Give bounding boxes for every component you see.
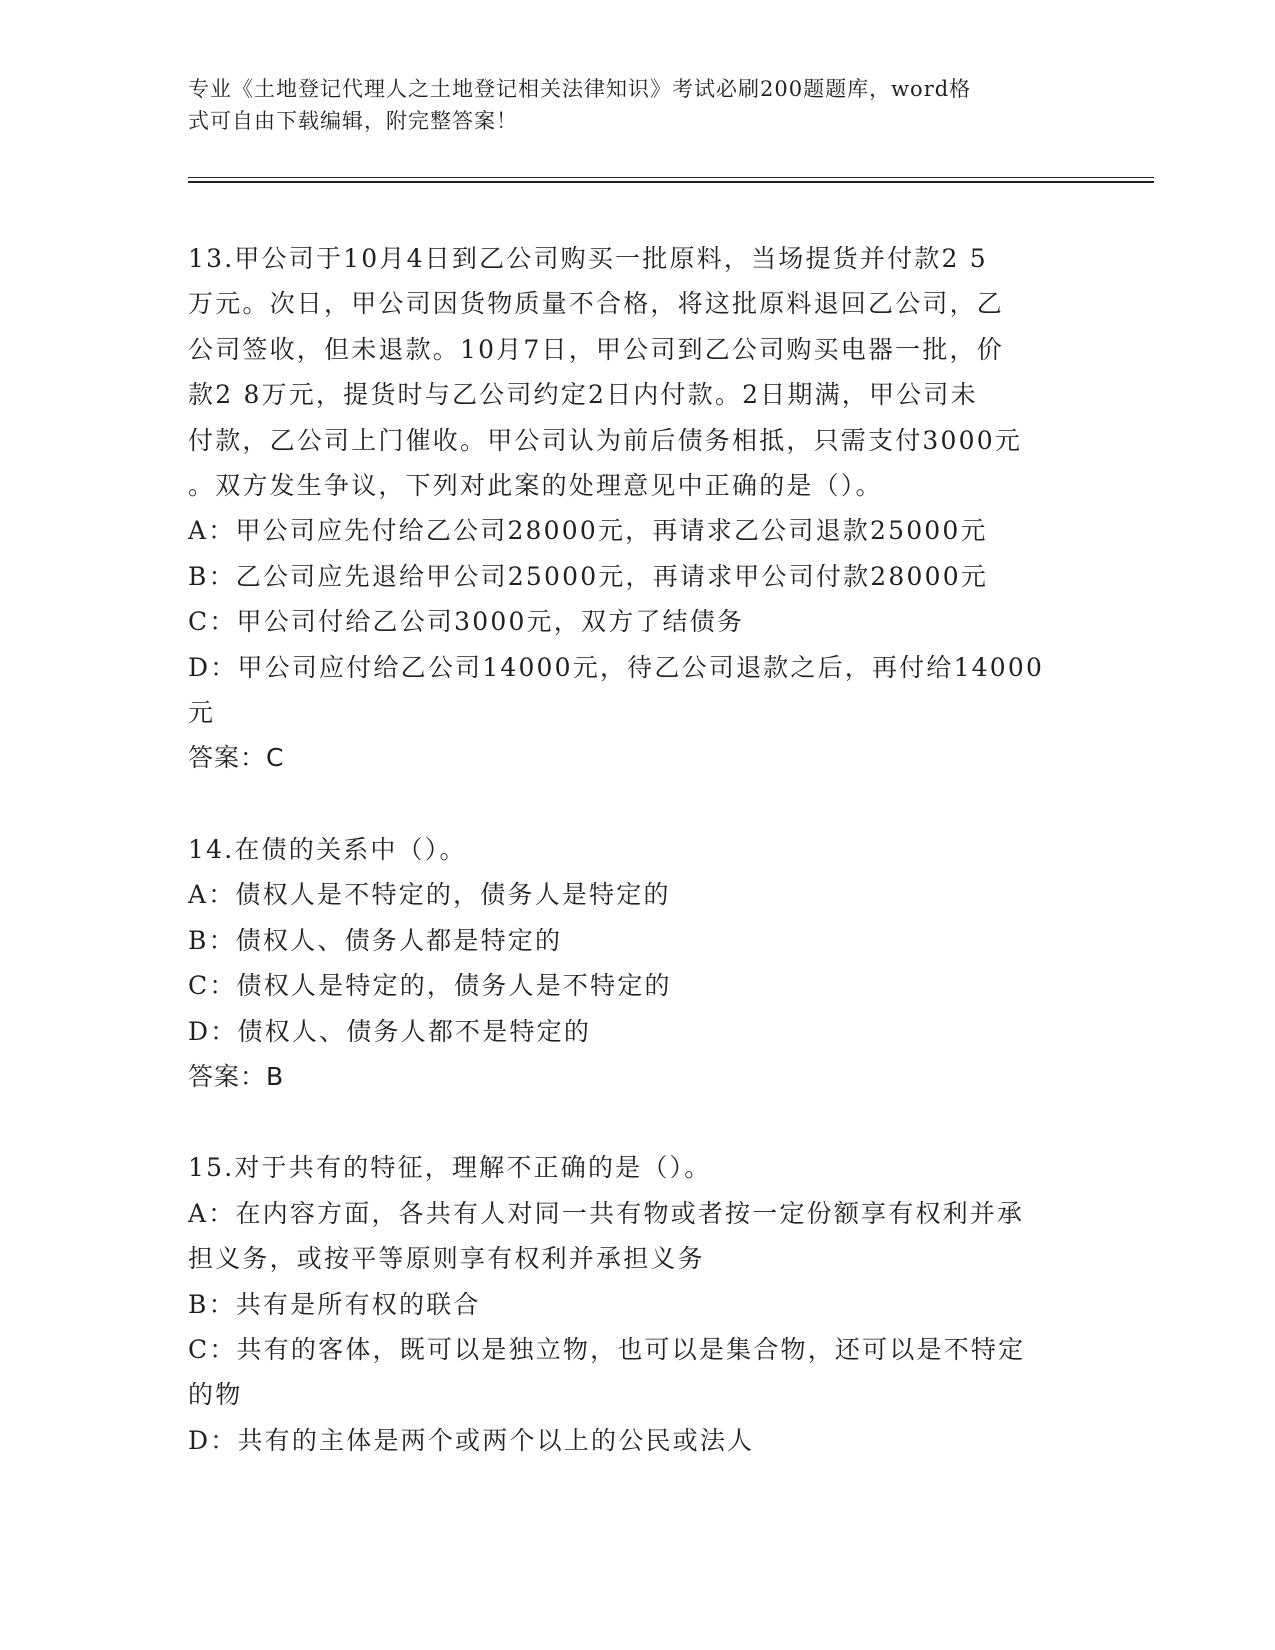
question-spacer [188, 1099, 1078, 1145]
answer-label: 答案：B [188, 1061, 285, 1091]
option-b: B：共有是所有权的联合 [188, 1289, 481, 1319]
option-b: B：乙公司应先退给甲公司25000元，再请求甲公司付款28000元 [188, 561, 989, 591]
header-divider [188, 177, 1154, 178]
option-a: A：甲公司应先付给乙公司28000元，再请求乙公司退款25000元 [188, 516, 988, 546]
option-c: C：甲公司付给乙公司3000元，双方了结债务 [188, 607, 745, 637]
option-d: D：共有的主体是两个或两个以上的公民或法人 [188, 1425, 755, 1455]
option-c: 的物 [188, 1380, 243, 1410]
header-divider [188, 181, 1154, 183]
answer-label: 答案：C [188, 743, 285, 773]
option-d: 元 [188, 698, 216, 728]
question-text: 公司签收，但未退款。10月7日，甲公司到乙公司购买电器一批，价 [188, 334, 1004, 364]
question-text: 13.甲公司于10月4日到乙公司购买一批原料，当场提货并付款2 5 [188, 244, 988, 273]
header-line: 专业《土地登记代理人之土地登记相关法律知识》考试必刷200题题库，word格 [188, 77, 972, 101]
question-text: 万元。次日，甲公司因货物质量不合格，将这批原料退回乙公司，乙 [188, 289, 1005, 319]
option-d: D：债权人、债务人都不是特定的 [188, 1016, 592, 1046]
question-text: 付款，乙公司上门催收。甲公司认为前后债务相抵，只需支付3000元 [188, 425, 1023, 455]
question-text: 14.在债的关系中（）。 [188, 834, 467, 864]
header-line: 式可自由下载编辑，附完整答案！ [188, 109, 518, 133]
document-header [188, 73, 1068, 137]
question-text: 款2 8万元，提货时与乙公司约定2日内付款。2日期满，甲公司未 [188, 380, 978, 410]
option-a: A：债权人是不特定的，债务人是特定的 [188, 880, 671, 910]
option-b: B：债权人、债务人都是特定的 [188, 925, 563, 955]
question-13 [188, 236, 1078, 781]
option-a: 担义务，或按平等原则享有权利并承担义务 [188, 1244, 705, 1274]
option-c: C：共有的客体，既可以是独立物，也可以是集合物，还可以是不特定 [188, 1334, 1026, 1364]
question-spacer [188, 781, 1078, 827]
option-d: D：甲公司应付给乙公司14000元，待乙公司退款之后，再付给14000 [188, 652, 1045, 682]
question-14 [188, 827, 1078, 1099]
question-text: 15.对于共有的特征，理解不正确的是（）。 [188, 1153, 712, 1183]
question-15 [188, 1145, 1078, 1463]
question-text: 。双方发生争议，下列对此案的处理意见中正确的是（）。 [188, 471, 883, 501]
option-c: C：债权人是特定的，债务人是不特定的 [188, 971, 672, 1001]
question-list [188, 236, 1078, 1463]
option-a: A：在内容方面，各共有人对同一共有物或者按一定份额享有权利并承 [188, 1198, 1025, 1228]
